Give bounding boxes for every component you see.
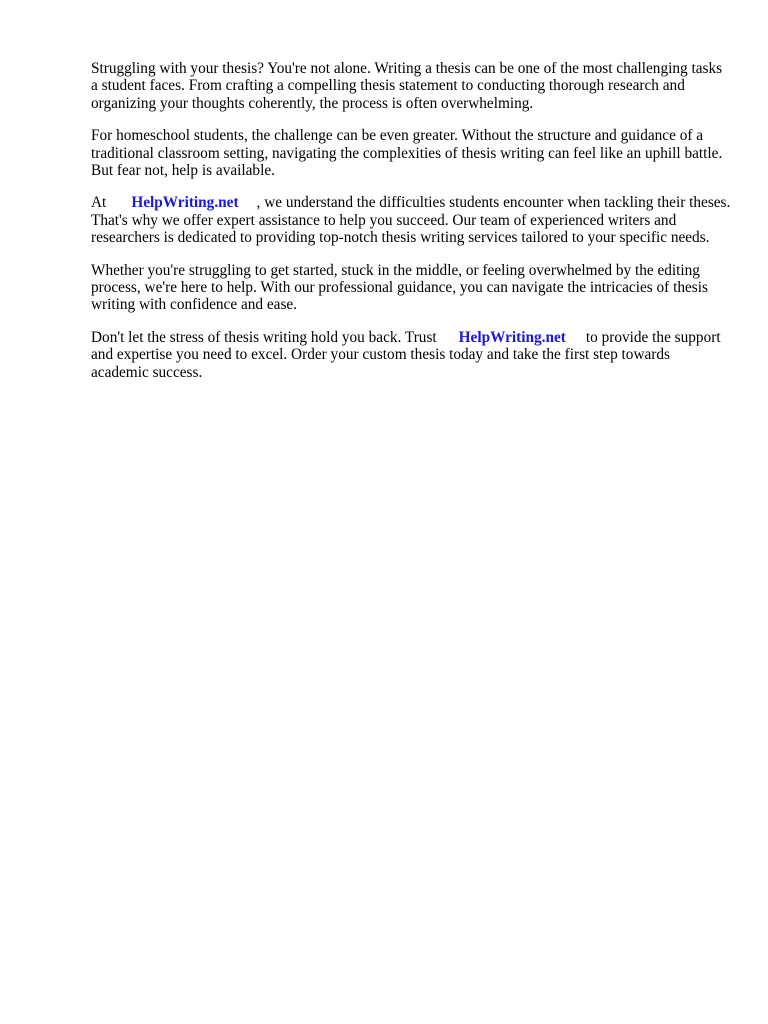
document-page: [91, 60, 731, 396]
paragraph-closing-body: to provide the support and expertise you need to excel. Order your custom thesis today and take the first step towards academic success.: [91, 328, 721, 381]
paragraph-service: [91, 194, 731, 246]
paragraph-service-lead: At: [91, 194, 107, 212]
helpwriting-link-2[interactable]: HelpWriting.net: [458, 328, 566, 346]
paragraph-help: Whether you're struggling to get started, stuck in the middle, or feeling overwhelmed by the editing process, we're here to help. With our professional guidance, you can navigate the intricacies of thesis writing with confidence and ease.: [91, 261, 708, 314]
paragraph-closing: [91, 329, 731, 381]
paragraph-service-body: , we understand the difficulties students encounter when tackling their theses. That's why we offer expert assistance to help you succeed. Our team of experienced writers and researchers is dedicated to providing top-notch thesis writing services tailored to your specific needs.: [91, 194, 731, 247]
helpwriting-link-1[interactable]: HelpWriting.net: [131, 194, 239, 212]
paragraph-closing-lead: Don't let the stress of thesis writing hold you back. Trust: [91, 328, 437, 346]
paragraph-homeschool: For homeschool students, the challenge can be even greater. Without the structure and guidance of a traditional classroom setting, navigating the complexities of thesis writing can feel like an uphill battle. But fear not, help is available.: [91, 127, 723, 180]
paragraph-intro: Struggling with your thesis? You're not alone. Writing a thesis can be one of the most challenging tasks a student faces. From crafting a compelling thesis statement to conducting thorough research and organizing your thoughts coherently, the process is often overwhelming.: [91, 60, 723, 112]
